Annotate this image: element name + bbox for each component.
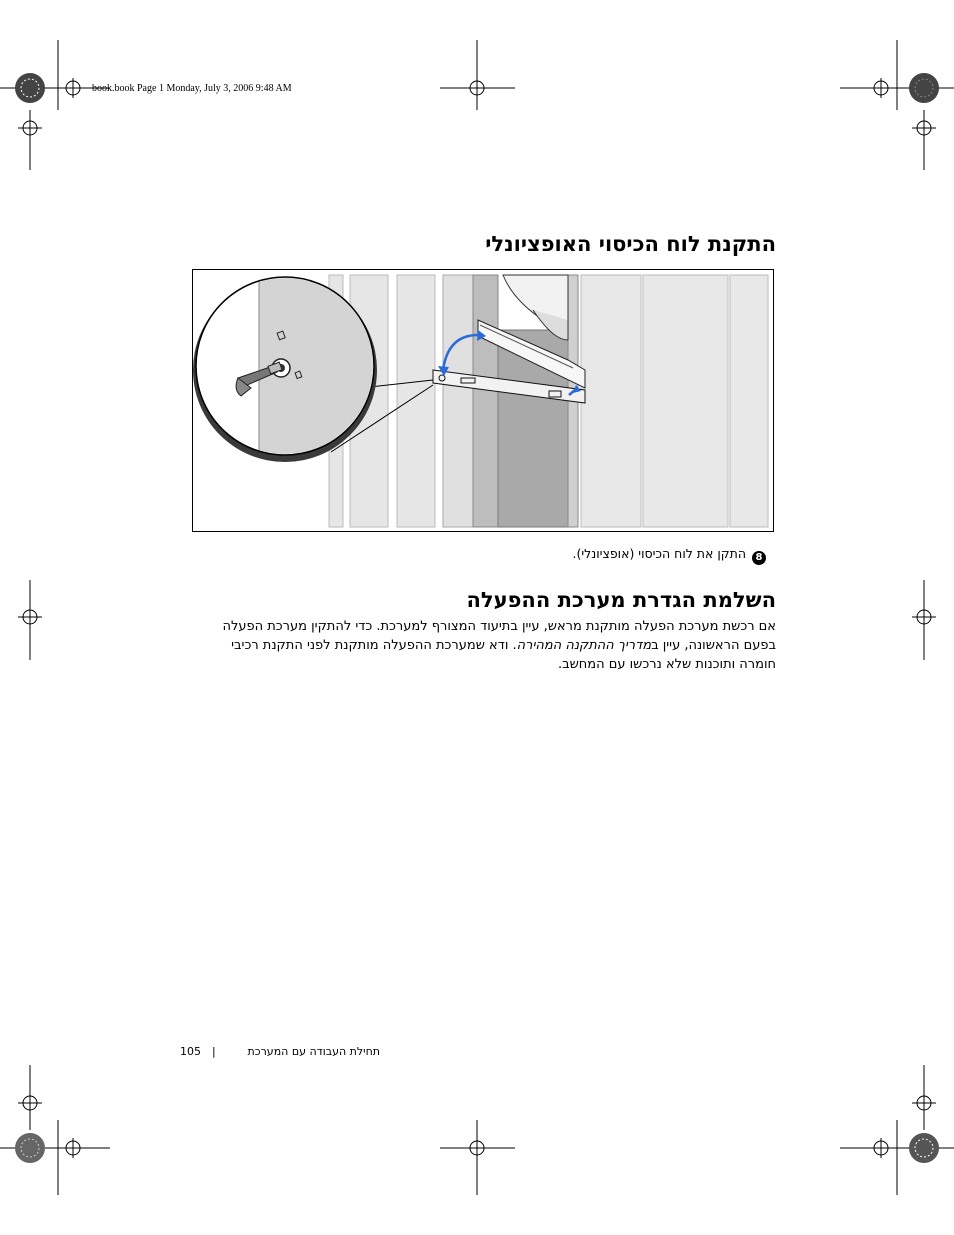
- figure-caption: [166, 546, 766, 565]
- paragraph-line-3: חומרה ותוכנות שלא נרכשו עם המחשב.: [557, 657, 776, 672]
- footer-title: תחילת העבודה עם המערכת: [247, 1045, 380, 1058]
- page-number: 105: [180, 1045, 201, 1058]
- step-number-badge: 8: [752, 551, 766, 565]
- page-footer: [180, 1045, 380, 1063]
- paragraph-line-2-end: . ודא שמערכת ההפעלה מותקנת לפני התקנת רכיבי: [231, 638, 517, 653]
- quick-install-guide-title: מדריך ההתקנה המהירה: [516, 638, 652, 653]
- paragraph-line-1: אם רכשת מערכת הפעלה מותקנת מראש, עיין בתיעוד המצורף למערכת. כדי להתקין מערכת הפעלה: [222, 619, 776, 634]
- bezel-illustration: [192, 269, 774, 532]
- section-title-bezel: התקנת לוח הכיסוי האופציונלי: [485, 232, 776, 256]
- header-slug: book.book Page 1 Monday, July 3, 2006 9:48 AM: [92, 83, 292, 94]
- paragraph-line-2: [196, 636, 776, 655]
- paragraph-line-2-start: בפעם הראשונה, עיין ב: [651, 638, 776, 653]
- bezel-install-drawing: [193, 270, 773, 531]
- section-title-os-setup: השלמת הגדרת מערכת ההפעלה: [466, 588, 776, 612]
- footer-separator: |: [212, 1045, 216, 1058]
- os-setup-paragraph: [196, 617, 776, 674]
- caption-text: התקן את לוח הכיסוי (אופציונלי).: [572, 546, 746, 561]
